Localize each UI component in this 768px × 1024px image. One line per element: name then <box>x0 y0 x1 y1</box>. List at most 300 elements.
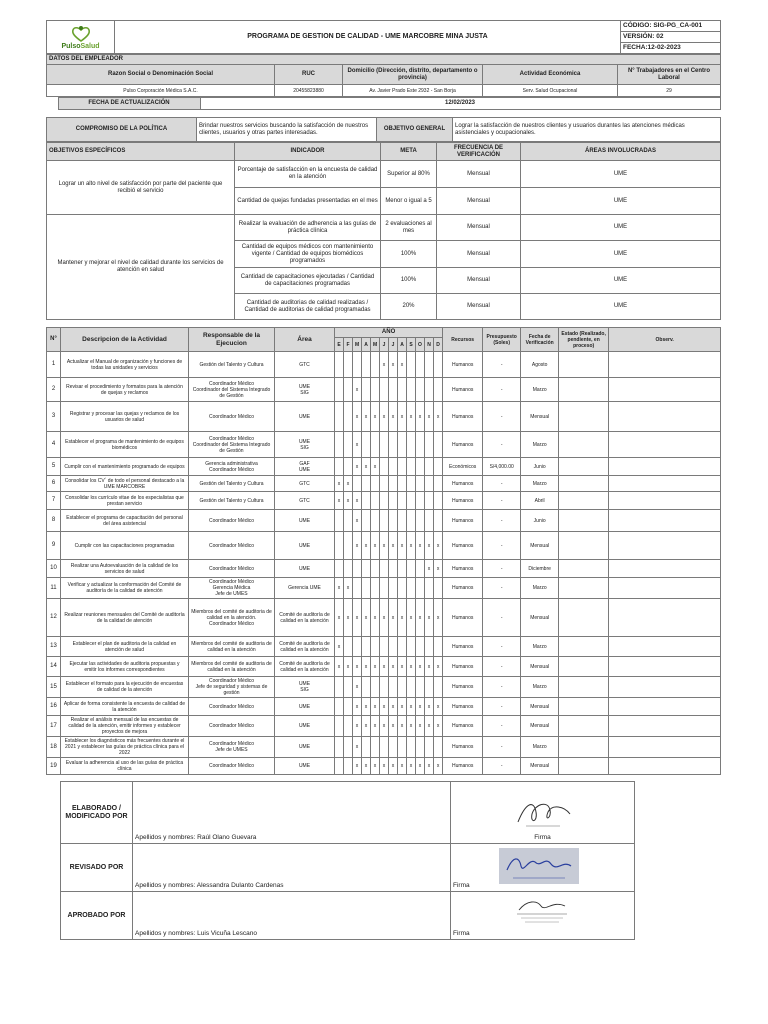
objective-indicator: Porcentaje de satisfacción en la encuesta de calidad en la atención <box>235 161 381 188</box>
activity-resources: Humanos <box>443 560 483 578</box>
month-mark-cell: x <box>425 716 434 737</box>
month-mark-cell: x <box>389 657 398 677</box>
month-mark-cell: x <box>398 532 407 560</box>
activity-verification-date: Mensual <box>521 532 559 560</box>
activity-budget: - <box>483 378 521 402</box>
activity-status <box>559 510 609 532</box>
header-ruc: RUC <box>275 65 343 85</box>
month-mark-cell <box>416 637 425 657</box>
month-mark-cell: x <box>416 532 425 560</box>
activity-budget: - <box>483 492 521 510</box>
activity-verification-date: Mensual <box>521 716 559 737</box>
month-mark-cell <box>416 510 425 532</box>
month-mark-cell <box>380 492 389 510</box>
activity-description: Realizar reuniones mensuales del Comité de auditoría de la calidad de atención <box>61 599 189 637</box>
activity-budget: - <box>483 698 521 716</box>
activity-budget: - <box>483 737 521 758</box>
month-mark-cell <box>335 378 344 402</box>
header-actividad: Actividad Económica <box>483 65 618 85</box>
month-mark-cell: x <box>407 599 416 637</box>
month-mark-cell <box>380 510 389 532</box>
activity-responsible: Coordinador Médico <box>189 560 275 578</box>
month-mark-cell: x <box>335 578 344 599</box>
activity-budget: - <box>483 402 521 432</box>
activity-responsible: Coordinador Médico Coordinador del Sistema Integrado de Gestión <box>189 378 275 402</box>
month-mark-cell <box>434 578 443 599</box>
month-mark-cell: x <box>407 716 416 737</box>
month-header: E <box>335 338 344 352</box>
activity-responsible: Coordinador Médico <box>189 532 275 560</box>
activity-observations <box>609 599 721 637</box>
month-mark-cell <box>362 492 371 510</box>
activity-resources: Humanos <box>443 476 483 492</box>
policy-label: COMPROMISO DE LA POLÍTICA <box>47 118 197 142</box>
month-mark-cell: x <box>362 657 371 677</box>
month-mark-cell: x <box>353 716 362 737</box>
month-mark-cell <box>416 432 425 458</box>
activity-description: Realizar una Autoevaluación de la calidad de los servicios de salud <box>61 560 189 578</box>
month-mark-cell: x <box>353 458 362 476</box>
month-mark-cell: x <box>380 532 389 560</box>
month-mark-cell: x <box>353 758 362 775</box>
month-mark-cell <box>371 378 380 402</box>
activity-description: Cumplir con el mantenimiento programado de equipos <box>61 458 189 476</box>
activity-observations <box>609 698 721 716</box>
activity-observations <box>609 458 721 476</box>
month-mark-cell <box>380 378 389 402</box>
month-mark-cell: x <box>389 532 398 560</box>
signature-firma-label: Firma <box>453 882 470 889</box>
signature-names-elaborated: Apellidos y nombres: Raúl Olano Guevara <box>133 782 451 844</box>
month-mark-cell <box>398 510 407 532</box>
activity-status <box>559 476 609 492</box>
signature-names-reviewed: Apellidos y nombres: Alessandra Dulanto Cardenas <box>133 844 451 892</box>
table-row <box>47 758 721 775</box>
month-mark-cell: x <box>353 599 362 637</box>
employer-table <box>46 54 721 97</box>
activity-area: UME SIG <box>275 378 335 402</box>
activity-budget: - <box>483 677 521 698</box>
month-mark-cell <box>371 737 380 758</box>
objective-goal: Menor o igual a 5 <box>381 188 437 215</box>
month-mark-cell: x <box>425 532 434 560</box>
header-table <box>46 20 721 54</box>
month-mark-cell <box>380 637 389 657</box>
activity-status <box>559 458 609 476</box>
month-mark-cell: x <box>416 402 425 432</box>
month-mark-cell <box>344 716 353 737</box>
month-mark-cell <box>335 677 344 698</box>
objective-indicator: Realizar la evaluación de adherencia a las guías de práctica clínica <box>235 215 381 241</box>
table-row <box>47 698 721 716</box>
month-mark-cell <box>335 510 344 532</box>
month-mark-cell: x <box>371 458 380 476</box>
document-date: FECHA:12-02-2023 <box>621 43 721 54</box>
month-mark-cell <box>380 432 389 458</box>
activity-description: Establecer el plan de auditoria de la calidad en atención de salud <box>61 637 189 657</box>
month-mark-cell: x <box>416 698 425 716</box>
activity-number: 6 <box>47 476 61 492</box>
activity-number: 18 <box>47 737 61 758</box>
update-value: 12/02/2023 <box>200 98 720 110</box>
table-row <box>47 492 721 510</box>
activity-area: GTC <box>275 476 335 492</box>
objective-frequency: Mensual <box>437 215 521 241</box>
month-mark-cell: x <box>416 657 425 677</box>
activities-header-resources: Recursos <box>443 328 483 352</box>
ruc-value: 20455823880 <box>275 85 343 97</box>
month-mark-cell: x <box>425 758 434 775</box>
activity-area: UME <box>275 716 335 737</box>
activity-resources: Humanos <box>443 599 483 637</box>
objective-frequency: Mensual <box>437 241 521 268</box>
activity-verification-date: Mensual <box>521 599 559 637</box>
activity-area: UME <box>275 758 335 775</box>
activity-area: Gerencia UME <box>275 578 335 599</box>
objective-areas: UME <box>521 268 721 294</box>
activity-area: UME <box>275 560 335 578</box>
month-header: A <box>362 338 371 352</box>
month-mark-cell <box>425 578 434 599</box>
month-mark-cell: x <box>407 657 416 677</box>
objectives-header-frequency: FRECUENCIA DE VERIFICACIÓN <box>437 143 521 161</box>
month-header: F <box>344 338 353 352</box>
month-mark-cell <box>380 578 389 599</box>
month-mark-cell <box>344 560 353 578</box>
month-mark-cell <box>389 510 398 532</box>
month-mark-cell <box>371 476 380 492</box>
activity-number: 8 <box>47 510 61 532</box>
month-mark-cell <box>416 737 425 758</box>
objective-frequency: Mensual <box>437 294 521 320</box>
activity-description: Consolidar los CV´ de todo el personal destacado a la UME MARCOBRE <box>61 476 189 492</box>
document-page <box>46 20 720 940</box>
month-mark-cell <box>362 352 371 378</box>
activity-description: Registrar y procesar las quejas y reclamos de los usuarios de salud <box>61 402 189 432</box>
objective-frequency: Mensual <box>437 268 521 294</box>
activity-description: Actualizar el Manual de organización y funciones de todas las unidades y servicios <box>61 352 189 378</box>
month-mark-cell: x <box>398 657 407 677</box>
table-row <box>47 578 721 599</box>
month-mark-cell <box>434 458 443 476</box>
month-mark-cell <box>389 578 398 599</box>
month-header: M <box>353 338 362 352</box>
activity-observations <box>609 492 721 510</box>
activity-observations <box>609 432 721 458</box>
month-mark-cell: x <box>389 716 398 737</box>
month-mark-cell <box>398 476 407 492</box>
activity-budget: - <box>483 716 521 737</box>
activity-observations <box>609 578 721 599</box>
activity-area: GTC <box>275 492 335 510</box>
month-mark-cell: x <box>434 532 443 560</box>
table-row <box>47 532 721 560</box>
month-mark-cell: x <box>434 758 443 775</box>
month-mark-cell <box>425 737 434 758</box>
month-mark-cell <box>380 476 389 492</box>
activity-number: 16 <box>47 698 61 716</box>
signature-firma-label: Firma <box>453 930 470 937</box>
month-mark-cell <box>371 637 380 657</box>
objective-goal: 2 evaluaciones al mes <box>381 215 437 241</box>
activity-budget: - <box>483 352 521 378</box>
month-mark-cell: x <box>434 560 443 578</box>
table-row <box>47 510 721 532</box>
activity-status <box>559 578 609 599</box>
month-mark-cell <box>389 432 398 458</box>
month-mark-cell <box>371 352 380 378</box>
month-mark-cell <box>344 510 353 532</box>
activity-responsible: Miembros del comité de auditoria de calidad en la atención. Coordinador Médico <box>189 599 275 637</box>
objective-indicator: Cantidad de auditorias de calidad realizadas / Cantidad de auditorias de calidad programadas <box>235 294 381 320</box>
month-mark-cell: x <box>371 758 380 775</box>
logo-cell <box>47 21 115 54</box>
update-label: FECHA DE ACTUALIZACIÓN <box>58 98 200 110</box>
month-mark-cell <box>362 432 371 458</box>
month-mark-cell <box>335 560 344 578</box>
month-mark-cell: x <box>407 758 416 775</box>
month-mark-cell <box>362 476 371 492</box>
month-mark-cell: x <box>353 737 362 758</box>
activity-status <box>559 599 609 637</box>
month-header: M <box>371 338 380 352</box>
activity-observations <box>609 532 721 560</box>
objective-areas: UME <box>521 241 721 268</box>
activity-resources: Humanos <box>443 402 483 432</box>
seal-signature-icon <box>507 896 577 928</box>
activity-budget: - <box>483 758 521 775</box>
month-mark-cell: x <box>425 402 434 432</box>
activity-number: 5 <box>47 458 61 476</box>
activity-resources: Humanos <box>443 510 483 532</box>
activity-area: Comité de auditoría de calidad en la atención <box>275 599 335 637</box>
month-mark-cell <box>416 578 425 599</box>
month-mark-cell: x <box>335 492 344 510</box>
month-mark-cell <box>353 578 362 599</box>
month-mark-cell: x <box>434 716 443 737</box>
month-mark-cell <box>353 637 362 657</box>
activity-description: Establecer el programa de capacitación del personal del área asistencial <box>61 510 189 532</box>
activity-responsible: Miembros del comité de auditoria de calidad en la atención <box>189 657 275 677</box>
month-mark-cell <box>398 578 407 599</box>
signature-label-approved: APROBADO POR <box>61 892 133 940</box>
month-mark-cell: x <box>353 432 362 458</box>
month-mark-cell: x <box>425 599 434 637</box>
activity-description: Revisar el procedimiento y formatos para la atención de quejas y reclamos <box>61 378 189 402</box>
general-objective-text: Lograr la satisfacción de nuestros clientes y usuarios durantes las atenciones médicas asistenciales y ocupacionales. <box>453 118 721 142</box>
activity-verification-date: Marzo <box>521 677 559 698</box>
activity-responsible: Coordinador Médico <box>189 510 275 532</box>
activity-description: Establecer los diagnósticos más frecuentes durante el 2021 y establecer las guías de práctica clínica para el 2022 <box>61 737 189 758</box>
month-header: J <box>389 338 398 352</box>
objectives-header-indicator: INDICADOR <box>235 143 381 161</box>
month-mark-cell: x <box>371 698 380 716</box>
logo-heart-icon <box>71 25 91 43</box>
activity-verification-date: Mensual <box>521 402 559 432</box>
month-mark-cell <box>407 677 416 698</box>
month-mark-cell: x <box>353 510 362 532</box>
month-mark-cell: x <box>344 599 353 637</box>
month-mark-cell <box>335 402 344 432</box>
month-mark-cell: x <box>389 758 398 775</box>
trabajadores-value: 29 <box>618 85 721 97</box>
activity-resources: Humanos <box>443 657 483 677</box>
month-mark-cell <box>371 560 380 578</box>
policy-text: Brindar nuestros servicios buscando la satisfacción de nuestros clientes, usuarios y otras partes interesadas. <box>197 118 377 142</box>
activity-status <box>559 560 609 578</box>
month-mark-cell <box>353 560 362 578</box>
activity-budget: - <box>483 560 521 578</box>
activity-description: Establecer el formato para la ejecución de encuestas de calidad de la atención <box>61 677 189 698</box>
activity-number: 12 <box>47 599 61 637</box>
month-mark-cell: x <box>371 402 380 432</box>
month-mark-cell <box>371 677 380 698</box>
activity-description: Consolidar los currículo vitae de los especialistas que prestan servicio <box>61 492 189 510</box>
activity-responsible: Coordinador Médico <box>189 402 275 432</box>
activities-header-status: Estado (Realizado, pendiente, en proceso) <box>559 328 609 352</box>
month-mark-cell <box>416 560 425 578</box>
month-mark-cell <box>380 677 389 698</box>
month-mark-cell <box>353 352 362 378</box>
month-mark-cell: x <box>398 716 407 737</box>
activity-verification-date: Mensual <box>521 657 559 677</box>
month-mark-cell <box>389 677 398 698</box>
month-mark-cell: x <box>407 698 416 716</box>
objective-indicator: Cantidad de equipos médicos con mantenimiento vigente / Cantidad de equipos biomédicos programados <box>235 241 381 268</box>
month-mark-cell <box>434 737 443 758</box>
month-mark-cell <box>407 458 416 476</box>
month-mark-cell <box>344 458 353 476</box>
table-row <box>47 352 721 378</box>
month-mark-cell <box>344 698 353 716</box>
objective-frequency: Mensual <box>437 188 521 215</box>
month-mark-cell: x <box>380 402 389 432</box>
month-mark-cell <box>344 402 353 432</box>
month-mark-cell <box>416 352 425 378</box>
document-code: CÓDIGO: SIG-PG_CA-001 <box>621 21 721 32</box>
activity-verification-date: Abril <box>521 492 559 510</box>
month-mark-cell <box>407 510 416 532</box>
month-mark-cell <box>407 476 416 492</box>
month-mark-cell: x <box>335 599 344 637</box>
document-version: VERSIÓN: 02 <box>621 32 721 43</box>
month-mark-cell: x <box>362 402 371 432</box>
update-table <box>46 97 721 110</box>
objective-areas: UME <box>521 215 721 241</box>
objective-areas: UME <box>521 161 721 188</box>
month-mark-cell <box>425 677 434 698</box>
month-mark-cell: x <box>380 716 389 737</box>
activity-resources: Humanos <box>443 737 483 758</box>
activity-observations <box>609 352 721 378</box>
month-mark-cell: x <box>434 698 443 716</box>
activity-verification-date: Marzo <box>521 378 559 402</box>
activity-status <box>559 532 609 560</box>
activity-verification-date: Marzo <box>521 578 559 599</box>
month-mark-cell: x <box>335 657 344 677</box>
activity-budget: - <box>483 657 521 677</box>
month-mark-cell <box>389 637 398 657</box>
month-mark-cell <box>362 510 371 532</box>
table-row <box>47 599 721 637</box>
activities-header-verification-date: Fecha de Verificación <box>521 328 559 352</box>
activity-number: 7 <box>47 492 61 510</box>
month-mark-cell: x <box>353 532 362 560</box>
signature-names-approved: Apellidos y nombres: Luis Vicuña Lescano <box>133 892 451 940</box>
policy-table <box>46 117 721 142</box>
month-mark-cell <box>362 560 371 578</box>
objective-goal: 20% <box>381 294 437 320</box>
activity-responsible: Coordinador Médico <box>189 758 275 775</box>
month-mark-cell <box>434 510 443 532</box>
month-header: J <box>380 338 389 352</box>
month-mark-cell: x <box>398 402 407 432</box>
activity-responsible: Coordinador Médico Coordinador del Sistema Integrado de Gestión <box>189 432 275 458</box>
activity-number: 17 <box>47 716 61 737</box>
activity-verification-date: Marzo <box>521 637 559 657</box>
month-mark-cell <box>425 510 434 532</box>
month-mark-cell <box>335 432 344 458</box>
activity-responsible: Coordinador Médico Gerencia Médica Jefe de UMES <box>189 578 275 599</box>
month-mark-cell <box>416 458 425 476</box>
month-mark-cell <box>344 432 353 458</box>
activity-verification-date: Junio <box>521 510 559 532</box>
objectives-header-specific: OBJETIVOS ESPECÍFICOS <box>47 143 235 161</box>
domicilio-value: Av. Javier Prado Este 2932 - San Borja <box>343 85 483 97</box>
month-mark-cell: x <box>335 637 344 657</box>
month-mark-cell: x <box>353 657 362 677</box>
month-mark-cell: x <box>353 378 362 402</box>
month-mark-cell <box>389 560 398 578</box>
activity-budget: - <box>483 532 521 560</box>
month-mark-cell: x <box>353 492 362 510</box>
objectives-table <box>46 142 721 320</box>
activity-area: UME SIG <box>275 677 335 698</box>
month-mark-cell: x <box>398 352 407 378</box>
month-mark-cell <box>425 637 434 657</box>
actividad-value: Serv. Salud Ocupacional <box>483 85 618 97</box>
objectives-header-goal: META <box>381 143 437 161</box>
activity-observations <box>609 510 721 532</box>
activity-area: UME <box>275 737 335 758</box>
logo-text: PulsoSalud <box>61 42 100 50</box>
month-mark-cell <box>380 458 389 476</box>
activities-header-description: Descripcion de la Actividad <box>61 328 189 352</box>
table-row <box>47 560 721 578</box>
table-row <box>47 677 721 698</box>
activity-number: 14 <box>47 657 61 677</box>
activity-budget: - <box>483 578 521 599</box>
objective-frequency: Mensual <box>437 161 521 188</box>
activities-header-year: AÑO <box>335 328 443 338</box>
activity-number: 15 <box>47 677 61 698</box>
month-header: O <box>416 338 425 352</box>
activity-budget: - <box>483 637 521 657</box>
activity-resources: Humanos <box>443 716 483 737</box>
razon-value: Pulso Corporación Médica S.A.C. <box>47 85 275 97</box>
activity-number: 13 <box>47 637 61 657</box>
activity-number: 9 <box>47 532 61 560</box>
month-mark-cell <box>434 352 443 378</box>
month-mark-cell <box>425 378 434 402</box>
activity-budget: S/4,000.00 <box>483 458 521 476</box>
activity-verification-date: Diciembre <box>521 560 559 578</box>
activity-responsible: Coordinador Médico Jefe de UMES <box>189 737 275 758</box>
table-row <box>47 476 721 492</box>
table-row <box>47 637 721 657</box>
month-mark-cell: x <box>353 402 362 432</box>
month-mark-cell <box>371 578 380 599</box>
